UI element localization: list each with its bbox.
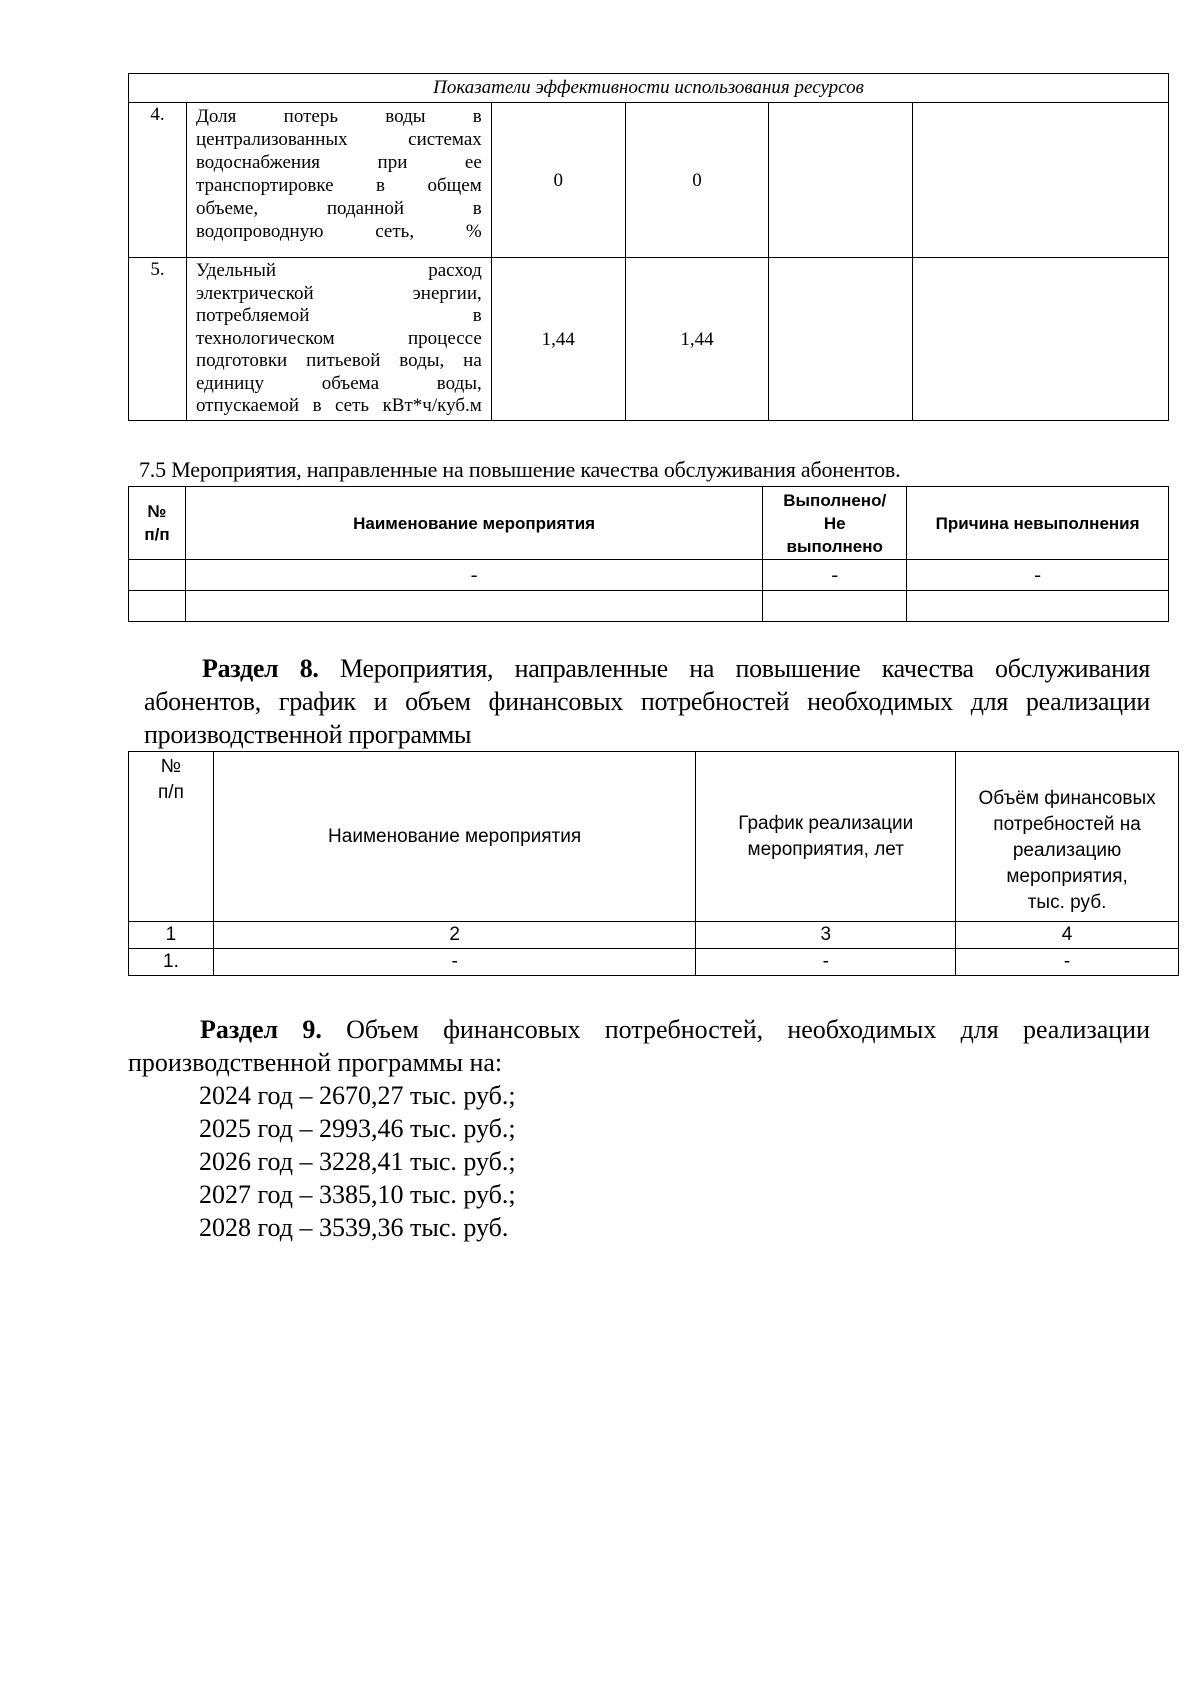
year-amount: 2028 год – 3539,36 тыс. руб. [199, 1213, 509, 1242]
year-amount: 2026 год – 3228,41 тыс. руб.; [199, 1147, 516, 1176]
cell-name: - [185, 560, 762, 591]
value-cell [913, 258, 1169, 421]
desc-line: транспортировке в общем [195, 175, 482, 196]
section-9-lead [128, 1013, 1150, 1046]
cell-reason: - [907, 560, 1169, 591]
section-9-label: Раздел 9. [200, 1015, 322, 1044]
header-num: № п/п [129, 752, 214, 922]
row-number: 5. [129, 258, 187, 421]
value-cell: 1,44 [491, 258, 625, 421]
header-status: Выполнено/ Не выполнено [763, 487, 907, 560]
desc-line: водоснабжения при ее [195, 152, 482, 173]
desc-line: отпускаемой в сеть кВт*ч/куб.м [195, 395, 482, 416]
section-8-text: Мероприятия, направленные на повышение качества обслуживания абонентов, график и объем финансовых потребностей необходимых для реализации производственной программы [144, 654, 1150, 749]
desc-line: потребляемой в [195, 305, 482, 326]
col-number: 2 [213, 922, 695, 949]
header-name: Наименование мероприятия [213, 752, 695, 922]
cell-finance: - [956, 949, 1179, 976]
table-row [129, 591, 1169, 622]
section-8-label: Раздел 8. [202, 654, 319, 683]
desc-line: водопроводную сеть, % [195, 221, 482, 242]
resource-efficiency-table [128, 73, 1169, 421]
header-schedule: График реализации мероприятия, лет [696, 752, 956, 922]
cell-num [129, 591, 186, 622]
value-cell [769, 103, 913, 258]
cell-num: 1. [129, 949, 214, 976]
table-row [129, 949, 1179, 976]
desc-line: Удельный расход [195, 260, 482, 281]
desc-line: подготовки питьевой воды, на [195, 350, 482, 371]
table-header-row [129, 752, 1179, 922]
cell-name: - [213, 949, 695, 976]
indicator-description [186, 258, 491, 421]
col-number: 1 [129, 922, 214, 949]
indicator-description [186, 103, 491, 258]
desc-line: технологическом процессе [195, 327, 482, 349]
header-name: Наименование мероприятия [185, 487, 762, 560]
table-caption-row [129, 74, 1169, 103]
header-finance: Объём финансовых потребностей на реализацию мероприятия, тыс. руб. [956, 752, 1179, 922]
cell-status [763, 591, 907, 622]
header-reason: Причина невыполнения [907, 487, 1169, 560]
year-amount: 2027 год – 3385,10 тыс. руб.; [199, 1180, 516, 1209]
value-cell [769, 258, 913, 421]
column-number-row [129, 922, 1179, 949]
col-number: 4 [956, 922, 1179, 949]
section-9-paragraph [128, 1013, 1150, 1244]
desc-line: электрической энергии, [195, 282, 482, 304]
desc-line: Доля потерь воды в [195, 106, 482, 127]
table-caption: Показатели эффективности использования ресурсов [129, 74, 1169, 103]
desc-line: объеме, поданной в [195, 198, 482, 219]
section-8-paragraph [144, 652, 1150, 751]
section-7-5-title: 7.5 Мероприятия, направленные на повышение качества обслуживания абонентов. [139, 457, 901, 482]
year-amount: 2025 год – 2993,46 тыс. руб.; [199, 1114, 516, 1143]
table-header-row [129, 487, 1169, 560]
table-row [129, 258, 1169, 421]
table-row [129, 103, 1169, 258]
col-number: 3 [696, 922, 956, 949]
desc-line: единицу объема воды, [195, 372, 482, 394]
cell-schedule: - [696, 949, 956, 976]
row-number: 4. [129, 103, 187, 258]
value-cell [913, 103, 1169, 258]
section-8-table [128, 751, 1179, 976]
cell-num [129, 560, 186, 591]
section-9-text-cont: производственной программы на: [128, 1048, 503, 1077]
cell-reason [907, 591, 1169, 622]
cell-status: - [763, 560, 907, 591]
header-num: № п/п [129, 487, 186, 560]
value-cell: 0 [625, 103, 769, 258]
value-cell: 0 [491, 103, 625, 258]
cell-name [185, 591, 762, 622]
table-row [129, 560, 1169, 591]
section-9-text: Объем финансовых потребностей, необходимых для реализации [346, 1015, 1151, 1044]
desc-line: централизованных системах [195, 129, 482, 150]
year-amount: 2024 год – 2670,27 тыс. руб.; [199, 1081, 516, 1110]
value-cell: 1,44 [625, 258, 769, 421]
section-7-5-table [128, 486, 1169, 622]
